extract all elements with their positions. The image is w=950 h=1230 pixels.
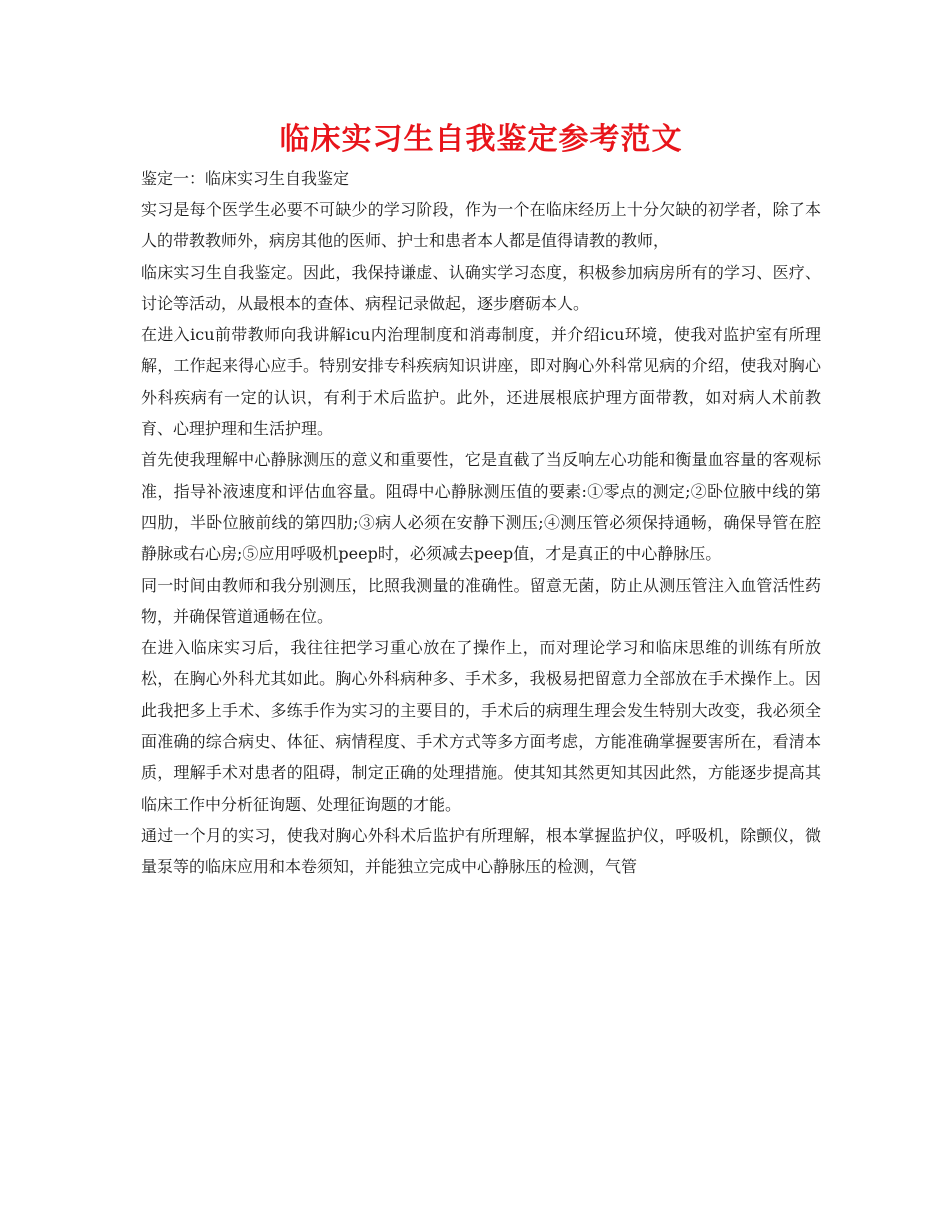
paragraph-3: 在进入icu前带教师向我讲解icu内治理制度和消毒制度，并介绍icu环境，使我对监护室有所理解，工作起来得心应手。特别安排专科疾病知识讲座，即对胸心外科常见病的介绍，使我对胸心外科疾病有一定的认识，有利于术后监护。此外，还进展根底护理方面带教，如对病人术前教育、心理护理和生活护理。 <box>141 325 821 439</box>
section-heading: 鉴定一：临床实习生自我鉴定 <box>141 169 350 188</box>
paragraph-6: 在进入临床实习后，我往往把学习重心放在了操作上，而对理论学习和临床思维的训练有所放松，在胸心外科尤其如此。胸心外科病种多、手术多，我极易把留意力全部放在手术操作上。因此我把多上手术、多练手作为实习的主要目的，手术后的病理生理会发生特别大改变，我必须全面准确的综合病史、体征、病情程度、手术方式等多方面考虑，方能准确掌握要害所在，看清本质，理解手术对患者的阻碍，制定正确的处理措施。使其知其然更知其因此然，方能逐步提高其临床工作中分析征询题、处理征询题的才能。 <box>141 638 821 814</box>
paragraph-4: 首先使我理解中心静脉测压的意义和重要性，它是直截了当反响左心功能和衡量血容量的客观标准，指导补液速度和评估血容量。阻碍中心静脉测压值的要素:①零点的测定;②卧位腋中线的第四肋，半卧位腋前线的第四肋;③病人必须在安静下测压;④测压管必须保持通畅，确保导管在腔静脉或右心房;⑤应用呼吸机peep时，必须减去peep值，才是真正的中心静脉压。 <box>141 450 821 564</box>
paragraph-5: 同一时间由教师和我分别测压，比照我测量的准确性。留意无菌，防止从测压管注入血管活性药物，并确保管道通畅在位。 <box>141 575 821 626</box>
paragraph-2: 临床实习生自我鉴定。因此，我保持谦虚、认确实学习态度，积极参加病房所有的学习、医疗、讨论等活动，从最根本的查体、病程记录做起，逐步磨砺本人。 <box>141 262 821 313</box>
paragraph-1: 实习是每个医学生必要不可缺少的学习阶段，作为一个在临床经历上十分欠缺的初学者，除了本人的带教教师外，病房其他的医师、护士和患者本人都是值得请教的教师， <box>141 200 821 251</box>
paragraph-7: 通过一个月的实习，使我对胸心外科术后监护有所理解，根本掌握监护仪，呼吸机，除颤仪，微量泵等的临床应用和本卷须知，并能独立完成中心静脉压的检测，气管 <box>141 825 821 877</box>
document-title: 临床实习生自我鉴定参考范文 <box>279 122 683 157</box>
document-page <box>141 118 821 883</box>
